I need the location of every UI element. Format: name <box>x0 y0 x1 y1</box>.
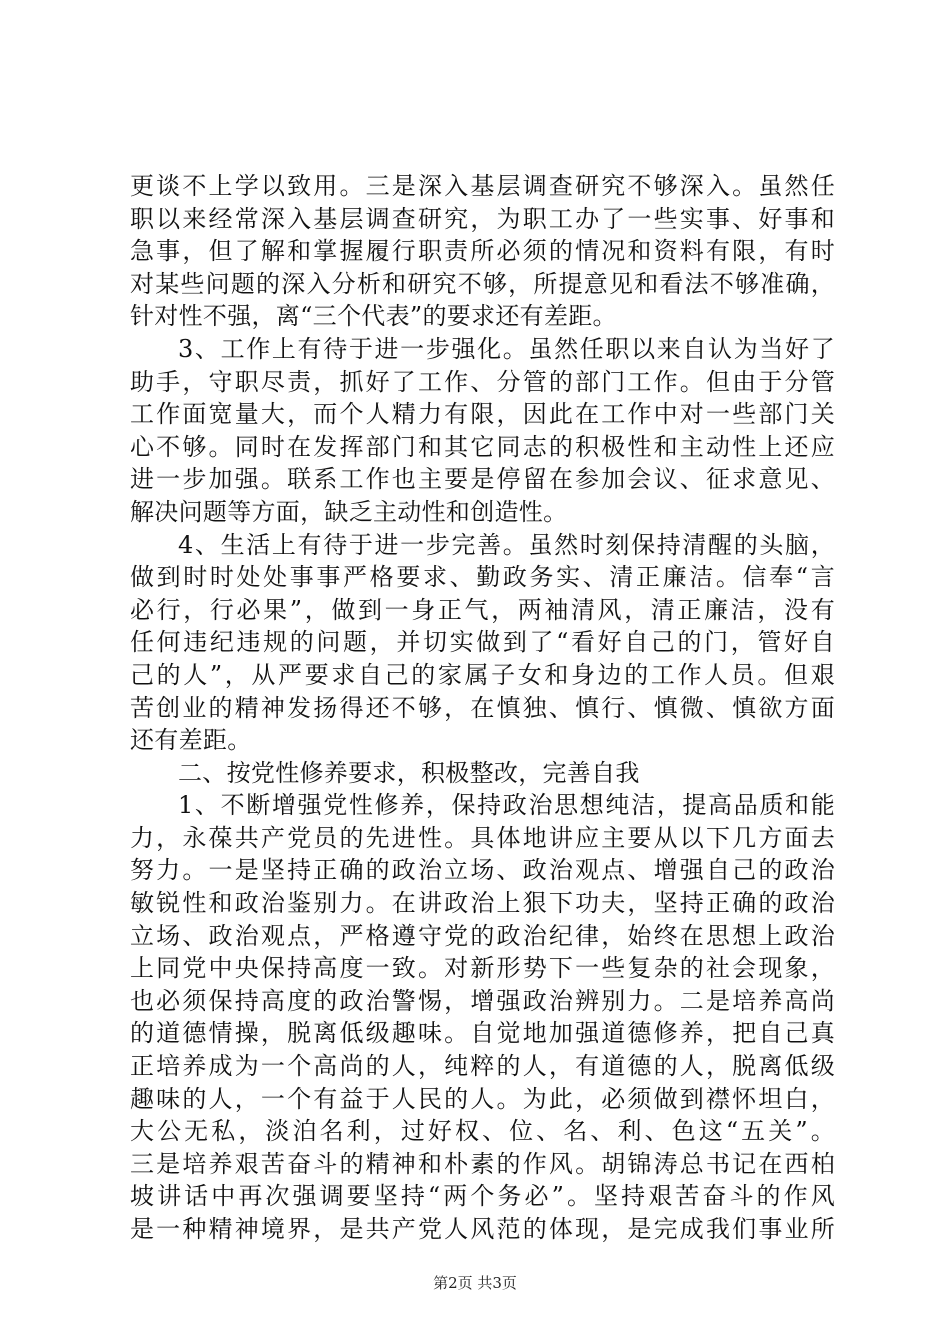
text-line: 1、不断增强党性修养，保持政治思想纯洁，提高品质和能 <box>178 791 835 820</box>
text-line: 力，永葆共产党员的先进性。具体地讲应主要从以下几方面去 <box>130 823 835 852</box>
text-line: 也必须保持高度的政治警惕，增强政治辨别力。二是培养高尚 <box>130 986 835 1015</box>
text-line: 趣味的人，一个有益于人民的人。为此，必须做到襟怀坦白， <box>130 1084 835 1113</box>
text-line: 正培养成为一个高尚的人，纯粹的人，有道德的人，脱离低级 <box>130 1052 835 1081</box>
text-line: 上同党中央保持高度一致。对新形势下一些复杂的社会现象， <box>130 954 835 983</box>
section-heading: 二、按党性修养要求，积极整改，完善自我 <box>178 758 640 787</box>
text-line: 还有差距。 <box>130 726 252 755</box>
text-line: 己的人”，从严要求自己的家属子女和身边的工作人员。但艰 <box>130 660 835 689</box>
text-line: 4、生活上有待于进一步完善。虽然时刻保持清醒的头脑， <box>178 530 835 559</box>
page-footer <box>0 1272 950 1293</box>
text-line: 苦创业的精神发扬得还不够，在慎独、慎行、慎微、慎欲方面 <box>130 693 835 722</box>
text-line: 敏锐性和政治鉴别力。在讲政治上狠下功夫，坚持正确的政治 <box>130 889 835 918</box>
text-line: 更谈不上学以致用。三是深入基层调查研究不够深入。虽然任 <box>130 172 835 200</box>
text-line: 大公无私，淡泊名利，过好权、位、名、利、色这“五关”。 <box>130 1117 835 1146</box>
text-line: 职以来经常深入基层调查研究，为职工办了一些实事、好事和 <box>130 204 835 233</box>
text-line: 是一种精神境界，是共产党人风范的体现，是完成我们事业所 <box>130 1215 835 1243</box>
text-line: 努力。一是坚持正确的政治立场、政治观点、增强自己的政治 <box>130 856 835 885</box>
text-line: 三是培养艰苦奋斗的精神和朴素的作风。胡锦涛总书记在西柏 <box>130 1149 835 1178</box>
text-line: 做到时时处处事事严格要求、勤政务实、清正廉洁。信奉“言 <box>130 563 835 592</box>
text-line: 对某些问题的深入分析和研究不够，所提意见和看法不够准确， <box>130 269 835 298</box>
text-line: 助手，守职尽责，抓好了工作、分管的部门工作。但由于分管 <box>130 367 835 396</box>
text-line: 坡讲话中再次强调要坚持“两个务必”。坚持艰苦奋斗的作风 <box>130 1182 835 1211</box>
text-line: 心不够。同时在发挥部门和其它同志的积极性和主动性上还应 <box>130 432 835 461</box>
text-line: 3、工作上有待于进一步强化。虽然任职以来自认为当好了 <box>178 334 835 363</box>
text-line: 的道德情操，脱离低级趣味。自觉地加强道德修养，把自己真 <box>130 1019 835 1048</box>
text-line: 针对性不强，离“三个代表”的要求还有差距。 <box>130 302 617 331</box>
text-line: 急事，但了解和掌握履行职责所必须的情况和资料有限，有时 <box>130 237 835 266</box>
page-number-label: 第2页 共3页 <box>433 1274 517 1292</box>
text-line: 任何违纪违规的问题，并切实做到了“看好自己的门，管好自 <box>130 628 835 657</box>
text-line: 必行，行必果”，做到一身正气，两袖清风，清正廉洁，没有 <box>130 595 835 624</box>
body-text <box>130 170 835 1246</box>
text-line: 工作面宽量大，而个人精力有限，因此在工作中对一些部门关 <box>130 400 835 429</box>
text-line: 立场、政治观点，严格遵守党的政治纪律，始终在思想上政治 <box>130 921 835 950</box>
text-line: 进一步加强。联系工作也主要是停留在参加会议、征求意见、 <box>130 465 835 494</box>
text-line: 解决问题等方面，缺乏主动性和创造性。 <box>130 497 568 526</box>
